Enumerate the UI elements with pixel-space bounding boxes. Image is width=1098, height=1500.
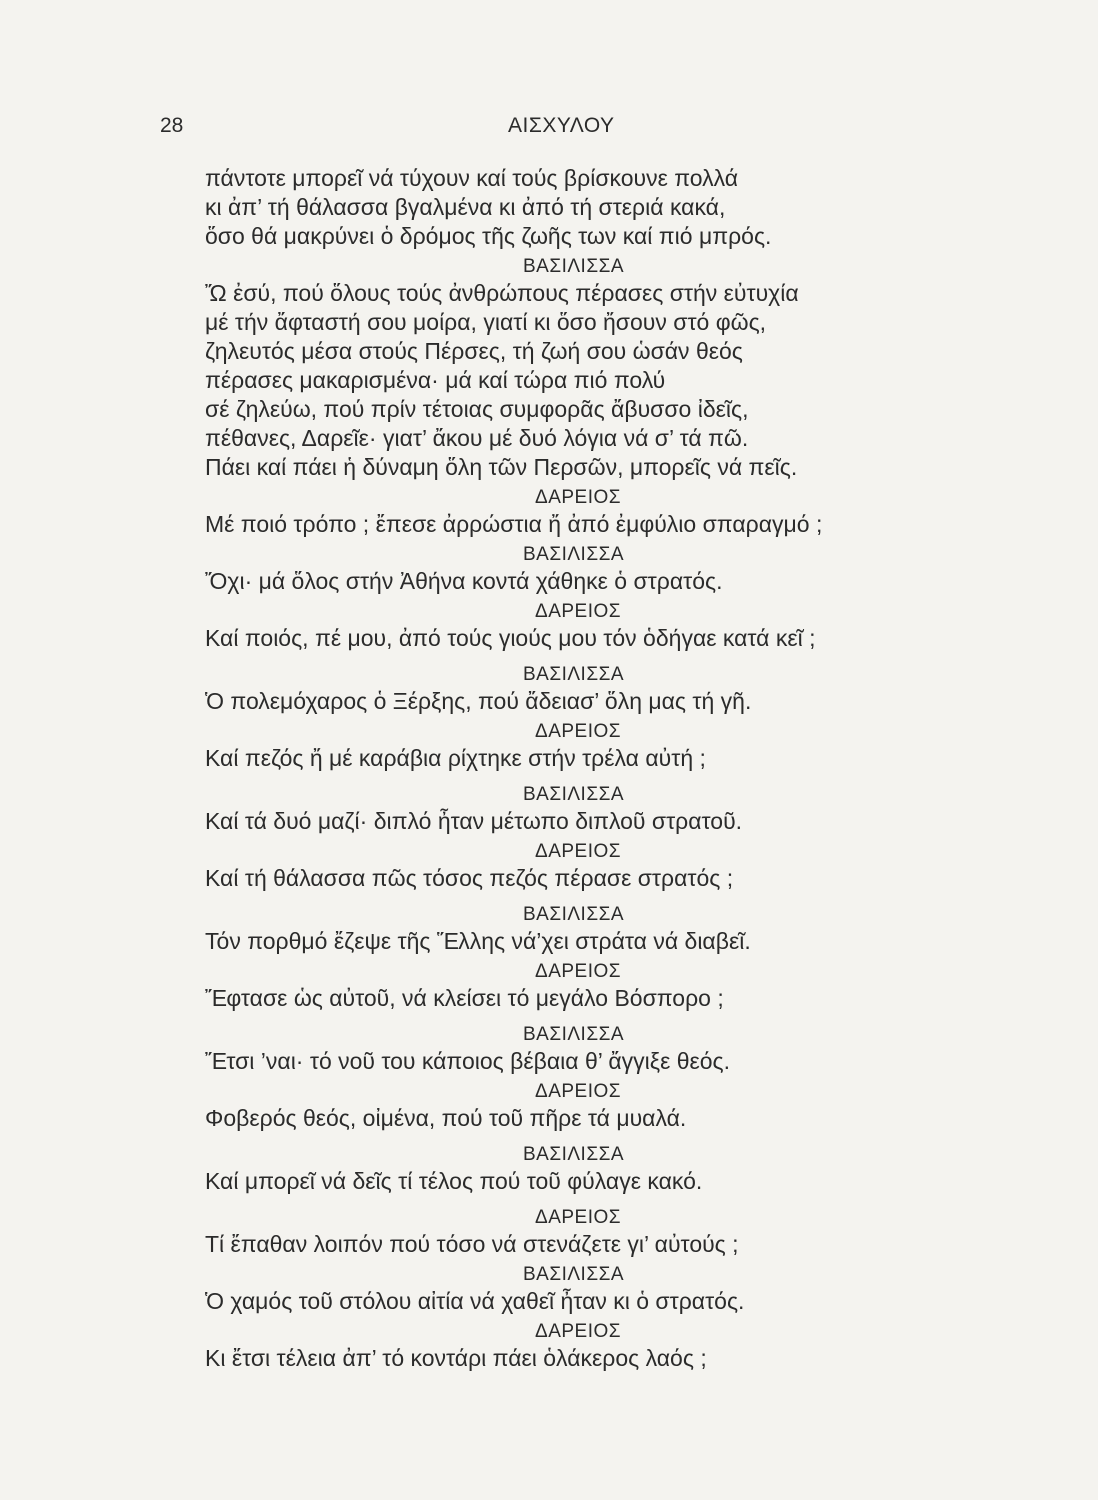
verse-line: Ἔτσι ’ναι· τό νοῦ του κάποιος βέβαια θ’ ἄγγιξε θεός. [205,1048,731,1074]
speaker-name: ΒΑΣΙΛΙΣΣΑ [523,544,625,565]
verse-line: Τόν πορθμό ἔζεψε τῆς Ἕλλης νά’χει στράτα νά διαβεῖ. [205,928,751,954]
page-header [160,114,860,144]
verse-text [205,164,945,1373]
running-title: ΑΙΣΧΥΛΟΥ [508,114,615,137]
verse-line: Πάει καί πάει ἡ δύναμη ὅλη τῶν Περσῶν, μπορεῖς νά πεῖς. [205,454,798,480]
verse-line: Καί τή θάλασσα πῶς τόσος πεζός πέρασε στρατός ; [205,865,734,891]
verse-line: Κι ἔτσι τέλεια ἀπ’ τό κοντάρι πάει ὁλάκερος λαός ; [205,1345,707,1371]
verse-line: Καί ποιός, πέ μου, ἀπό τούς γιούς μου τόν ὁδήγαε κατά κεῖ ; [205,625,816,651]
verse-line: Ἔφτασε ὡς αὐτοῦ, νά κλείσει τό μεγάλο Βόσπορο ; [205,985,724,1011]
speaker-name: ΒΑΣΙΛΙΣΣΑ [523,1264,625,1285]
verse-line: μέ τήν ἄφταστή σου μοίρα, γιατί κι ὅσο ἤσουν στό φῶς, [205,309,767,335]
speaker-name: ΔΑΡΕΙΟΣ [535,1207,622,1228]
speaker-name: ΒΑΣΙΛΙΣΣΑ [523,664,625,685]
verse-line: Ὄχι· μά ὅλος στήν Ἀθήνα κοντά χάθηκε ὁ στρατός. [205,568,723,594]
speaker-name: ΔΑΡΕΙΟΣ [535,721,622,742]
page-number: 28 [160,114,184,137]
verse-line: κι ἀπ’ τή θάλασσα βγαλμένα κι ἀπό τή στεριά κακά, [205,194,726,220]
verse-line: σέ ζηλεύω, πού πρίν τέτοιας συμφορᾶς ἄβυσσο ἰδεῖς, [205,396,749,422]
speaker-name: ΔΑΡΕΙΟΣ [535,487,622,508]
speaker-name: ΔΑΡΕΙΟΣ [535,841,622,862]
verse-line: Ὁ χαμός τοῦ στόλου αἰτία νά χαθεῖ ἦταν κι ὁ στρατός. [205,1288,745,1314]
verse-line: Μέ ποιό τρόπο ; ἔπεσε ἀρρώστια ἤ ἀπό ἐμφύλιο σπαραγμό ; [205,511,823,537]
verse-line: Φοβερός θεός, οἰμένα, πού τοῦ πῆρε τά μυαλά. [205,1105,687,1131]
verse-line: πάντοτε μπορεῖ νά τύχουν καί τούς βρίσκουνε πολλά [205,165,739,191]
verse-line: Καί μπορεῖ νά δεῖς τί τέλος πού τοῦ φύλαγε κακό. [205,1168,703,1194]
speaker-name: ΔΑΡΕΙΟΣ [535,1081,622,1102]
verse-line: ὅσο θά μακρύνει ὁ δρόμος τῆς ζωῆς των καί πιό μπρός. [205,223,772,249]
speaker-name: ΒΑΣΙΛΙΣΣΑ [523,1024,625,1045]
verse-line: Ὤ ἐσύ, πού ὅλους τούς ἀνθρώπους πέρασες στήν εὐτυχία [205,280,799,306]
verse-line: Τί ἔπαθαν λοιπόν πού τόσο νά στενάζετε γι’ αὐτούς ; [205,1231,739,1257]
verse-line: Καί τά δυό μαζί· διπλό ἦταν μέτωπο διπλοῦ στρατοῦ. [205,808,743,834]
verse-line: πέρασες μακαρισμένα· μά καί τώρα πιό πολύ [205,367,666,393]
verse-line: Ὁ πολεμόχαρος ὁ Ξέρξης, πού ἄδειασ’ ὅλη μας τή γῆ. [205,688,752,714]
speaker-name: ΒΑΣΙΛΙΣΣΑ [523,904,625,925]
speaker-name: ΒΑΣΙΛΙΣΣΑ [523,256,625,277]
verse-line: πέθανες, Δαρεῖε· γιατ’ ἄκου μέ δυό λόγια νά σ’ τά πῶ. [205,425,749,451]
verse-line: ζηλευτός μέσα στούς Πέρσες, τή ζωή σου ὡσάν θεός [205,338,743,364]
speaker-name: ΒΑΣΙΛΙΣΣΑ [523,784,625,805]
speaker-name: ΒΑΣΙΛΙΣΣΑ [523,1144,625,1165]
speaker-name: ΔΑΡΕΙΟΣ [535,961,622,982]
speaker-name: ΔΑΡΕΙΟΣ [535,601,622,622]
speaker-name: ΔΑΡΕΙΟΣ [535,1321,622,1342]
verse-line: Καί πεζός ἤ μέ καράβια ρίχτηκε στήν τρέλα αὐτή ; [205,745,706,771]
